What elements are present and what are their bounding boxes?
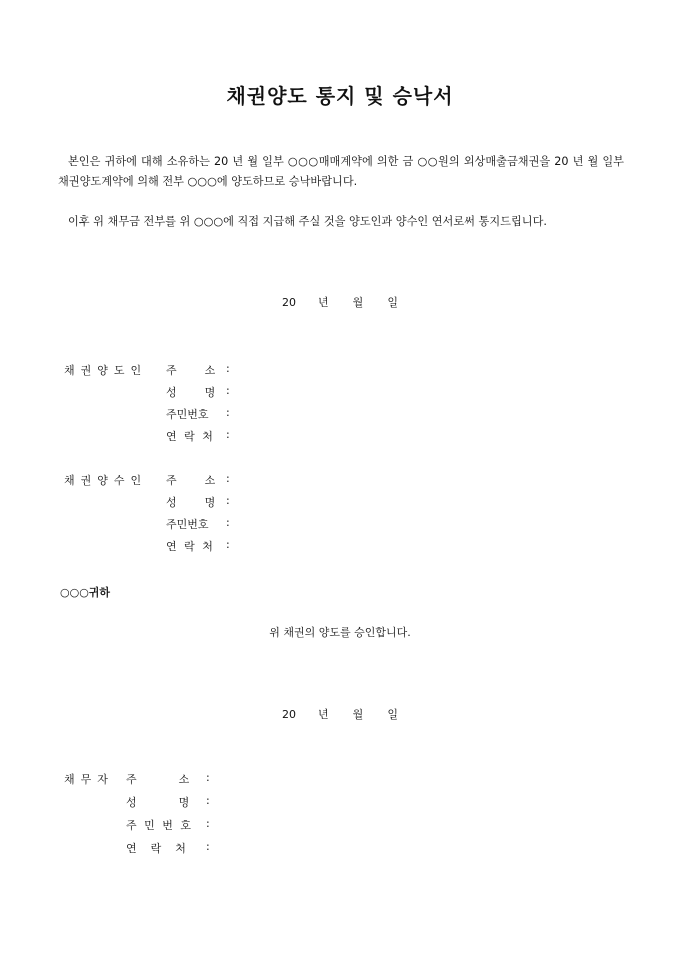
debtor-address-colon: : — [206, 771, 210, 784]
debtor-contact-label: 연 락 처 — [126, 842, 186, 855]
date-2-day-unit: 일 — [387, 708, 398, 721]
debtor-name-label: 성 명 — [126, 796, 190, 809]
assignee-name-label: 성 명 — [166, 496, 216, 509]
assignor-contact-colon: : — [226, 428, 230, 441]
body-paragraph-2 — [58, 212, 624, 232]
assignee-id-colon: : — [226, 516, 230, 529]
date-2-month-unit: 월 — [352, 708, 364, 721]
debtor-address-label: 주 소 — [126, 773, 190, 786]
assignee-role-label: 채권양수인 — [64, 474, 148, 487]
assignee-contact-label: 연 락 처 — [166, 540, 215, 553]
date-1-day-unit: 일 — [387, 296, 398, 309]
assignee-address-label: 주 소 — [166, 474, 216, 487]
assignor-role-label: 채권양도인 — [64, 364, 148, 377]
debtor-role-label: 채무자 — [64, 773, 114, 786]
assignee-id-label: 주민번호 — [166, 518, 209, 531]
document-title: 채권양도 통지 및 승낙서 — [226, 84, 454, 108]
assignee-name-colon: : — [226, 494, 230, 507]
assignor-name-label: 성 명 — [166, 386, 216, 399]
date-1-year-unit: 년 — [318, 296, 329, 309]
debtor-contact-colon: : — [206, 840, 210, 853]
assignor-address-label: 주 소 — [166, 364, 216, 377]
assignor-id-label: 주민번호 — [166, 408, 209, 421]
debtor-name-colon: : — [206, 794, 210, 807]
date-line-2 — [0, 706, 680, 722]
date-1-year: 20 — [282, 296, 297, 309]
approval-statement: 위 채권의 양도를 승인합니다. — [269, 626, 411, 639]
assignor-name-colon: : — [226, 384, 230, 397]
body-paragraph-1-text: 본인은 귀하에 대해 소유하는 20 년 월 일부 ○○○매매계약에 의한 금 ○○원의 외상매출금채권을 20 년 월 일부 채권양도계약에 의해 전부 ○○○에 양도하므로 승낙바랍니다. — [58, 155, 624, 188]
debtor-id-colon: : — [206, 817, 210, 830]
assignor-id-colon: : — [226, 406, 230, 419]
assignor-address-colon: : — [226, 362, 230, 375]
date-2-year-unit: 년 — [318, 708, 329, 721]
assignee-address-colon: : — [226, 472, 230, 485]
body-paragraph-2-text: 이후 위 채무금 전부를 위 ○○○에 직접 지급해 주실 것을 양도인과 양수인 연서로써 통지드립니다. — [68, 215, 547, 228]
assignee-contact-colon: : — [226, 538, 230, 551]
date-2-year: 20 — [282, 708, 297, 721]
addressee: ○○○귀하 — [60, 586, 111, 599]
date-1-month-unit: 월 — [352, 296, 364, 309]
date-line-1 — [0, 294, 680, 310]
body-paragraph-1 — [58, 152, 624, 192]
debtor-id-label: 주 민 번 호 — [126, 819, 193, 832]
assignor-contact-label: 연 락 처 — [166, 430, 215, 443]
